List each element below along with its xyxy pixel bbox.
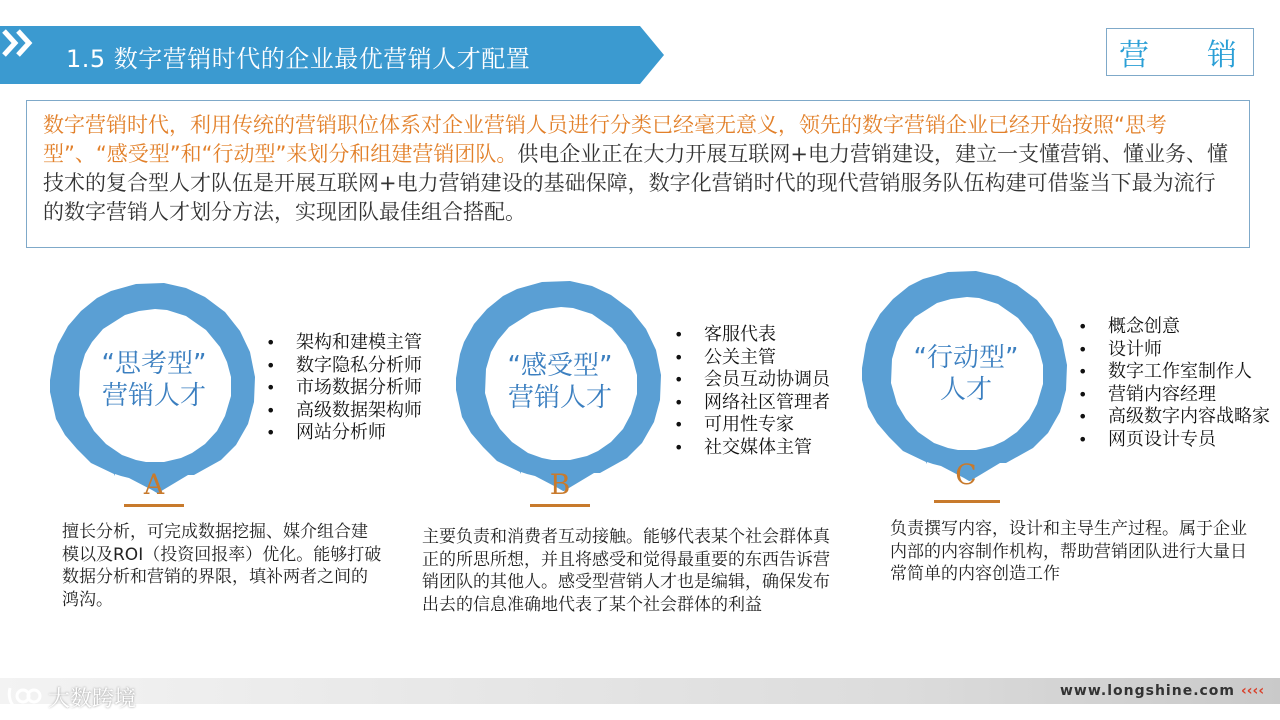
pin-label-line2: 营销人才 (507, 383, 612, 413)
footer-website (1060, 683, 1264, 699)
pin-label-line1: “思考型” (101, 349, 207, 379)
intro-box (26, 100, 1250, 248)
list-item: • 社交媒体主管 (674, 437, 830, 460)
pin-underline (530, 504, 590, 507)
roles-list-feeling (674, 324, 830, 460)
pin-label (475, 350, 645, 414)
list-item: • 数字工作室制作人 (1078, 361, 1270, 384)
badge-char-left: 营 (1119, 38, 1149, 73)
list-item: • 网页设计专员 (1078, 429, 1270, 452)
pin-letter: A (143, 468, 165, 501)
roles-list-action (1078, 316, 1270, 452)
pin-label-line1: “感受型” (507, 351, 613, 381)
list-item: • 公关主管 (674, 347, 830, 370)
pin-label (881, 342, 1051, 406)
list-item: • 架构和建模主管 (266, 332, 422, 355)
chevrons-icon: ‹‹‹‹ (1241, 683, 1265, 699)
intro-body: 供电企业正在大力开展互联网+电力营销建设，建立一支懂营销、懂业务、懂技术的复合型人才队伍是开展互联网+电力营销建设的基础保障，数字化营销时代的现代营销服务队伍构建可借鉴当下最为流行的数字营销人才划分方法，实现团队最佳组合搭配。 (43, 142, 1228, 224)
brand-logo-icon (6, 682, 42, 712)
pin-label-line2: 营销人才 (101, 381, 206, 411)
section-badge (1106, 28, 1254, 76)
list-item: • 高级数据架构师 (266, 400, 422, 423)
list-item: • 营销内容经理 (1078, 384, 1270, 407)
roles-list-thinking (266, 332, 422, 445)
intro-highlight: 数字营销时代，利用传统的营销职位体系对企业营销人员进行分类已经毫无意义，领先的数字营销企业已经开始按照“思考型”、“感受型”和“行动型”来划分和组建营销团队。 (43, 113, 1167, 166)
list-item: • 可用性专家 (674, 414, 830, 437)
pin-label-line2: 人才 (939, 375, 992, 405)
list-item: • 市场数据分析师 (266, 377, 422, 400)
pin-letter: B (549, 468, 571, 501)
description-feeling: 主要负责和消费者互动接触。能够代表某个社会群体真正的所思所想，并且将感受和觉得最重要的东西告诉营销团队的其他人。感受型营销人才也是编辑，确保发布出去的信息准确地代表了某个社会群体的利益 (422, 527, 830, 615)
title-banner (0, 26, 664, 84)
footer-logo (6, 680, 136, 714)
website-link[interactable]: www.longshine.com (1060, 683, 1236, 699)
page-title: 1.5 数字营销时代的企业最优营销人才配置 (66, 45, 531, 73)
double-chevron-icon (0, 26, 38, 60)
list-item: • 数字隐私分析师 (266, 355, 422, 378)
pin-letter: C (955, 458, 977, 491)
description-action: 负责撰写内容，设计和主导生产过程。属于企业内部的内容制作机构，帮助营销团队进行大量日常简单的内容创造工作 (890, 519, 1247, 584)
pin-underline (124, 504, 184, 507)
list-item: • 会员互动协调员 (674, 369, 830, 392)
description-thinking: 擅长分析，可完成数据挖掘、媒介组合建模以及ROI（投资回报率）优化。能够打破数据分析和营销的界限，填补两者之间的鸿沟。 (62, 522, 382, 610)
list-item: • 客服代表 (674, 324, 830, 347)
pin-label (69, 348, 239, 412)
list-item: • 网站分析师 (266, 422, 422, 445)
list-item: • 概念创意 (1078, 316, 1270, 339)
list-item: • 设计师 (1078, 339, 1270, 362)
list-item: • 网络社区管理者 (674, 392, 830, 415)
list-item: • 高级数字内容战略家 (1078, 406, 1270, 429)
pin-label-line1: “行动型” (913, 343, 1019, 373)
badge-char-right: 销 (1207, 38, 1237, 73)
footer-logo-text: 大数跨境 (48, 686, 137, 712)
pin-underline (934, 500, 1000, 503)
